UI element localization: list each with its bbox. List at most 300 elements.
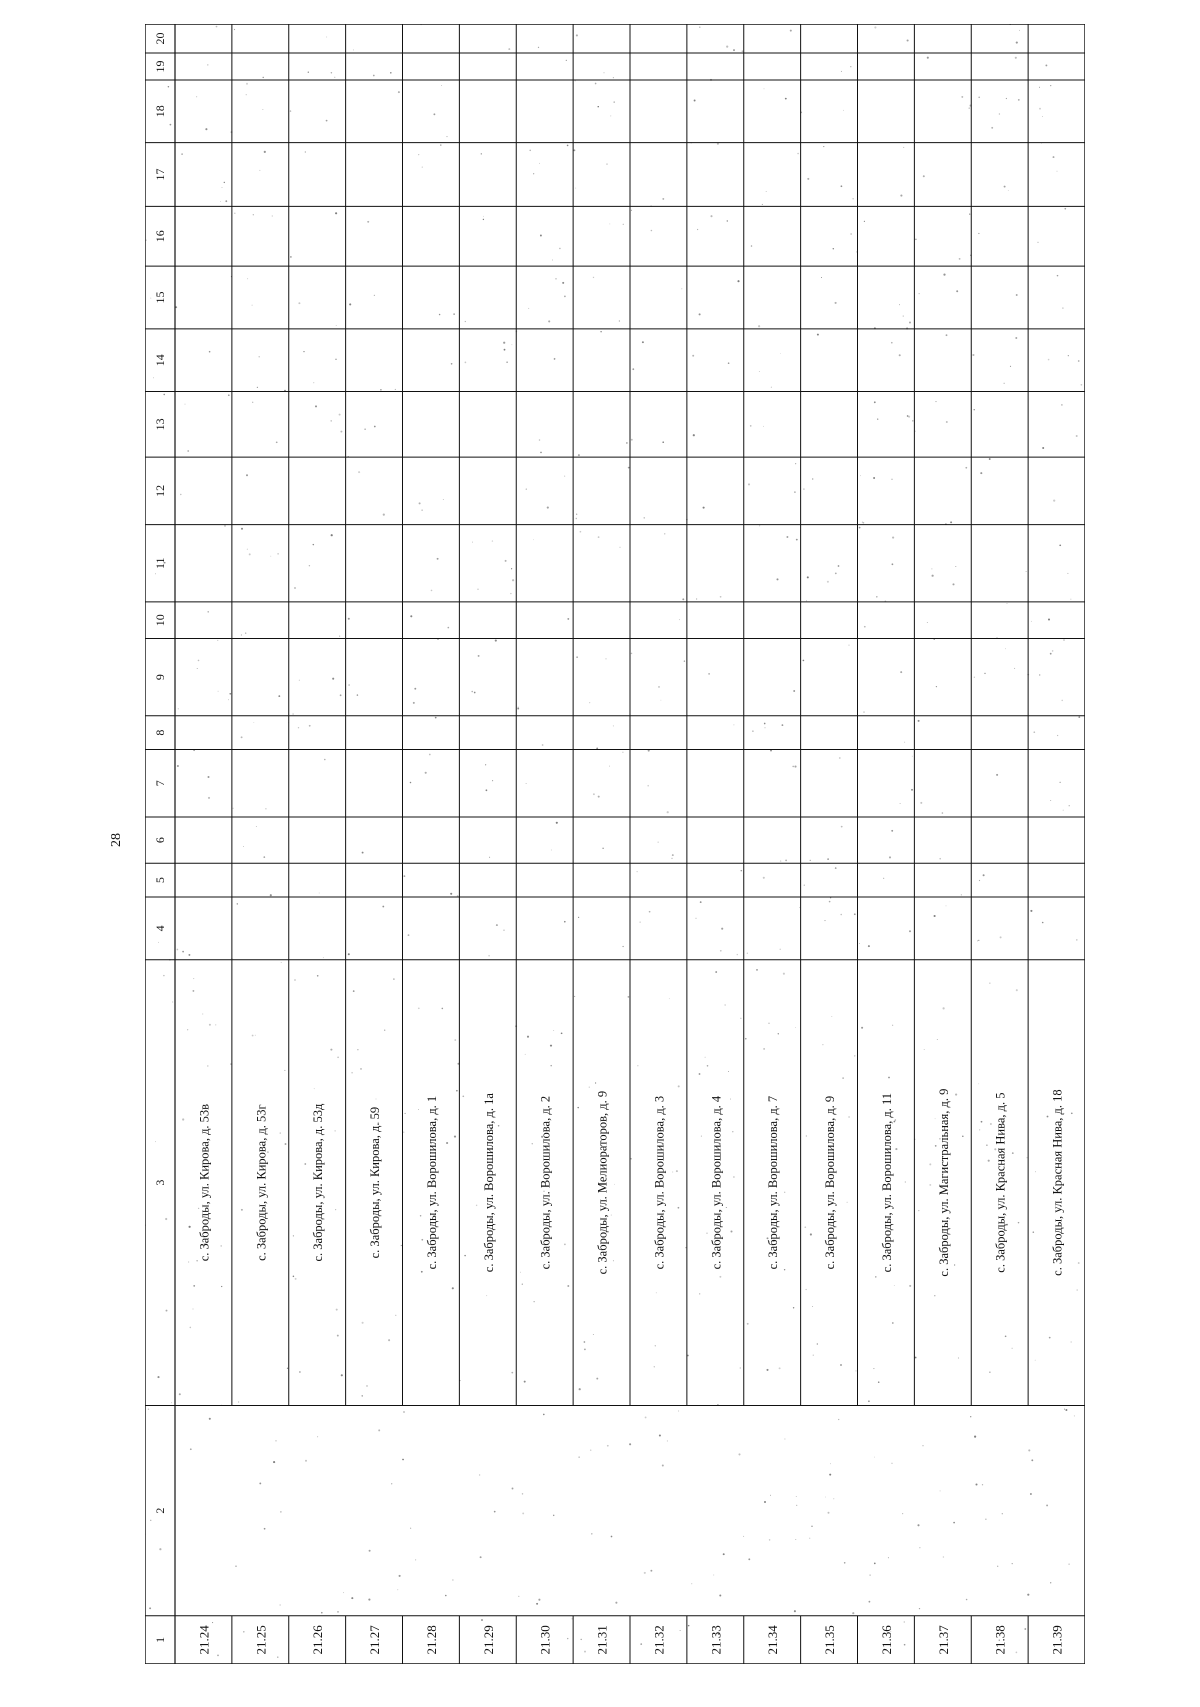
- scan-speck: [955, 1094, 957, 1096]
- scan-speck: [923, 175, 925, 177]
- scan-speck: [238, 1401, 239, 1402]
- scan-speck: [810, 1233, 812, 1235]
- scan-speck: [935, 401, 936, 402]
- scan-speck: [383, 514, 385, 516]
- scan-speck: [360, 1068, 362, 1070]
- scan-speck: [403, 1459, 404, 1460]
- scan-speck: [929, 1163, 931, 1165]
- scan-speck: [742, 50, 744, 52]
- scan-speck: [610, 115, 611, 116]
- scan-speck: [829, 901, 831, 903]
- scan-speck: [277, 1657, 278, 1658]
- scan-speck: [207, 1065, 208, 1066]
- scan-speck: [1078, 716, 1080, 718]
- scan-speck: [233, 808, 234, 809]
- scan-speck: [1060, 782, 1061, 783]
- scan-speck: [339, 414, 341, 416]
- scan-speck: [593, 277, 594, 278]
- column-number: 12: [153, 484, 167, 497]
- scan-speck: [192, 1308, 193, 1309]
- scan-speck: [180, 494, 181, 495]
- scan-speck: [912, 756, 913, 757]
- row-id: 21.35: [822, 1625, 838, 1655]
- scan-speck: [479, 1474, 480, 1475]
- scan-speck: [605, 658, 606, 659]
- scan-speck: [220, 201, 221, 202]
- scan-speck: [551, 850, 552, 851]
- scan-speck: [241, 736, 243, 738]
- scan-speck: [685, 1247, 686, 1248]
- scan-speck: [362, 1322, 364, 1324]
- scan-speck: [527, 1036, 529, 1038]
- scan-speck: [780, 353, 781, 354]
- scan-speck: [786, 536, 788, 538]
- scan-speck: [207, 64, 208, 65]
- scan-speck: [148, 1409, 149, 1410]
- scan-speck: [447, 136, 448, 137]
- scan-speck: [403, 1131, 404, 1132]
- scan-speck: [337, 1611, 339, 1613]
- scan-speck: [1042, 447, 1044, 449]
- scan-speck: [740, 1368, 741, 1369]
- scan-speck: [284, 1070, 285, 1071]
- scan-speck: [745, 1038, 747, 1040]
- scan-speck: [807, 178, 809, 180]
- scan-speck: [1068, 355, 1069, 356]
- scan-speck: [696, 918, 697, 919]
- scan-speck: [390, 72, 392, 74]
- scan-speck: [435, 717, 437, 719]
- scan-speck: [281, 962, 282, 963]
- scan-speck: [405, 1113, 406, 1114]
- scan-speck: [153, 377, 154, 378]
- scan-speck: [659, 1434, 661, 1436]
- scan-speck: [399, 1575, 401, 1577]
- scan-speck: [317, 1436, 318, 1437]
- scan-speck: [315, 405, 317, 407]
- scan-speck: [1078, 360, 1080, 362]
- scan-speck: [780, 860, 781, 861]
- scan-speck: [1047, 1116, 1049, 1118]
- scan-speck: [348, 618, 350, 620]
- scan-speck: [1033, 1231, 1035, 1233]
- scan-speck: [783, 973, 785, 975]
- scan-speck: [410, 1528, 411, 1529]
- scan-speck: [891, 830, 893, 832]
- row-address: с. Заброды, ул. Магистральная, д. 9: [936, 1088, 951, 1277]
- column-number: 14: [153, 354, 167, 367]
- scan-speck: [253, 722, 254, 723]
- scan-speck: [759, 525, 760, 526]
- scan-speck: [1016, 1652, 1018, 1654]
- scan-speck: [762, 204, 763, 205]
- scan-speck: [189, 1226, 191, 1228]
- scan-speck: [629, 1443, 631, 1445]
- scan-speck: [247, 278, 248, 279]
- scan-speck: [532, 1143, 533, 1144]
- scan-speck: [1059, 544, 1061, 546]
- scan-speck: [990, 1123, 992, 1125]
- scan-speck: [785, 860, 787, 862]
- scan-speck: [591, 1533, 592, 1534]
- scan-speck: [192, 990, 194, 992]
- scan-speck: [202, 1014, 203, 1015]
- column-number: 5: [153, 877, 167, 884]
- scan-speck: [958, 1357, 959, 1358]
- scan-speck: [184, 404, 185, 405]
- scan-speck: [193, 978, 194, 979]
- scan-speck: [285, 1143, 287, 1145]
- scan-speck: [780, 949, 781, 950]
- scan-speck: [1048, 359, 1050, 361]
- scan-speck: [366, 1385, 367, 1386]
- scan-speck: [290, 110, 291, 111]
- scan-speck: [584, 1651, 586, 1653]
- scan-speck: [293, 1276, 295, 1278]
- scan-speck: [277, 553, 278, 554]
- scan-speck: [997, 1566, 998, 1567]
- scan-speck: [710, 215, 712, 217]
- scan-speck: [252, 402, 253, 403]
- scan-speck: [979, 880, 980, 881]
- scan-speck: [1016, 989, 1018, 991]
- scan-speck: [888, 1077, 890, 1079]
- scan-speck: [425, 772, 427, 774]
- scan-speck: [678, 1207, 680, 1209]
- scan-speck: [626, 442, 627, 443]
- column-number: 11: [153, 557, 167, 570]
- scan-speck: [391, 1483, 392, 1484]
- scan-speck: [598, 536, 600, 538]
- scan-speck: [811, 1525, 813, 1527]
- scan-speck: [860, 475, 861, 476]
- scan-speck: [999, 113, 1000, 114]
- scan-speck: [492, 780, 493, 781]
- scan-speck: [929, 1184, 931, 1186]
- scan-speck: [752, 730, 754, 732]
- scan-speck: [498, 1125, 500, 1127]
- scan-speck: [584, 1341, 586, 1343]
- scan-speck: [1002, 1513, 1003, 1514]
- scan-speck: [295, 1278, 297, 1280]
- scan-speck: [305, 1460, 307, 1462]
- scan-speck: [909, 321, 911, 323]
- column-number: 3: [153, 1179, 167, 1186]
- scan-speck: [792, 766, 794, 768]
- scan-speck: [555, 278, 557, 280]
- scan-speck: [841, 185, 843, 187]
- scan-speck: [796, 1505, 797, 1506]
- scan-speck: [398, 91, 400, 93]
- scan-speck: [975, 1483, 977, 1485]
- scan-speck: [559, 248, 560, 249]
- scan-speck: [1031, 1459, 1033, 1461]
- scan-speck: [809, 1538, 810, 1539]
- scan-speck: [927, 57, 929, 59]
- scan-speck: [655, 1345, 656, 1346]
- scan-speck: [667, 1440, 668, 1441]
- scan-speck: [805, 1289, 806, 1290]
- scan-speck: [892, 1322, 894, 1324]
- scan-speck: [909, 1285, 911, 1287]
- scan-speck: [217, 1655, 219, 1657]
- row-address: с. Заброды, ул. Ворошилова, д. 1а: [481, 1093, 496, 1273]
- scan-speck: [339, 636, 340, 637]
- scan-speck: [453, 313, 454, 314]
- scan-speck: [681, 288, 682, 289]
- scan-speck: [512, 344, 513, 345]
- scan-speck: [168, 86, 169, 87]
- column-number: 20: [153, 32, 167, 45]
- scan-speck: [1004, 383, 1005, 384]
- scan-speck: [193, 1285, 195, 1287]
- scan-speck: [388, 1339, 390, 1341]
- scan-speck: [510, 593, 511, 594]
- scan-speck: [989, 983, 990, 984]
- scan-speck: [756, 969, 758, 971]
- scan-speck: [647, 785, 649, 787]
- scan-speck: [985, 1519, 986, 1520]
- scan-speck: [576, 34, 578, 36]
- scan-speck: [823, 146, 824, 147]
- row-address: с. Заброды, ул. Ворошилова, д. 3: [652, 1095, 667, 1270]
- scan-speck: [793, 1307, 794, 1308]
- scan-speck: [943, 1556, 944, 1557]
- scan-speck: [688, 1625, 690, 1627]
- column-number: 19: [153, 60, 167, 73]
- scan-speck: [907, 39, 909, 41]
- scan-speck: [595, 1082, 596, 1083]
- scan-speck: [981, 1121, 983, 1123]
- scan-speck: [623, 224, 624, 225]
- scan-speck: [662, 1465, 664, 1467]
- scan-speck: [1030, 1493, 1032, 1495]
- scan-speck: [803, 660, 805, 662]
- scan-speck: [1037, 242, 1038, 243]
- scan-speck: [1012, 1348, 1013, 1349]
- scan-speck: [613, 1260, 614, 1261]
- scan-speck: [448, 627, 450, 629]
- scan-speck: [252, 305, 253, 306]
- scan-speck: [224, 525, 226, 527]
- scan-speck: [640, 922, 641, 923]
- scan-speck: [720, 950, 722, 952]
- scan-speck: [472, 542, 473, 543]
- scan-speck: [651, 230, 653, 232]
- scan-speck: [576, 514, 577, 515]
- scan-speck: [241, 634, 242, 635]
- scan-speck: [234, 212, 236, 214]
- scan-speck: [225, 200, 227, 202]
- scan-speck: [418, 154, 419, 155]
- scan-speck: [598, 796, 600, 798]
- scan-speck: [228, 394, 230, 396]
- scan-speck: [280, 1605, 281, 1606]
- scan-speck: [1050, 800, 1051, 801]
- scan-speck: [986, 1145, 987, 1146]
- scan-speck: [249, 553, 251, 555]
- scan-speck: [830, 1463, 831, 1464]
- scan-speck: [611, 1215, 612, 1216]
- scan-speck: [779, 1367, 781, 1369]
- scan-speck: [548, 320, 550, 322]
- scan-speck: [1076, 1289, 1078, 1291]
- scan-speck: [903, 147, 904, 148]
- scan-speck: [825, 1497, 826, 1498]
- scan-speck: [934, 1295, 935, 1296]
- scan-speck: [715, 971, 717, 973]
- scan-speck: [842, 1077, 843, 1078]
- scan-speck: [835, 302, 837, 304]
- scan-speck: [190, 1327, 192, 1329]
- scan-speck: [525, 1054, 526, 1055]
- scan-speck: [978, 940, 979, 941]
- scan-speck: [759, 371, 760, 372]
- scan-speck: [567, 145, 569, 147]
- scan-speck: [1078, 1262, 1080, 1264]
- scan-speck: [737, 280, 739, 282]
- scan-speck: [902, 1513, 903, 1514]
- scan-speck: [961, 894, 962, 895]
- column-number-row: [153, 32, 167, 1642]
- scan-speck: [539, 439, 541, 441]
- scan-speck: [946, 421, 948, 423]
- scan-speck: [962, 1135, 964, 1137]
- scan-speck: [969, 108, 970, 109]
- scan-speck: [155, 1141, 156, 1142]
- scan-speck: [1071, 1342, 1072, 1343]
- scan-speck: [309, 725, 311, 727]
- column-number: 10: [153, 614, 167, 627]
- scan-speck: [517, 708, 519, 710]
- scan-speck: [935, 1118, 936, 1119]
- scan-speck: [645, 1416, 647, 1418]
- scan-speck: [401, 1245, 402, 1246]
- scan-speck: [613, 725, 614, 726]
- scan-speck: [662, 441, 664, 443]
- scan-speck: [868, 1400, 870, 1402]
- scan-speck: [794, 1610, 796, 1612]
- scan-speck: [671, 858, 672, 859]
- scan-speck: [918, 1210, 919, 1211]
- scan-speck: [613, 101, 614, 102]
- scan-speck: [1010, 366, 1011, 367]
- scan-speck: [1050, 85, 1051, 86]
- scan-speck: [294, 979, 296, 981]
- scan-speck: [299, 1371, 301, 1373]
- scan-speck: [889, 856, 891, 858]
- scan-speck: [326, 120, 328, 122]
- scan-speck: [209, 1024, 211, 1026]
- scan-speck: [367, 221, 369, 223]
- scan-speck: [983, 874, 985, 876]
- scan-speck: [822, 1044, 823, 1045]
- scan-speck: [972, 354, 974, 356]
- scan-speck: [696, 598, 697, 599]
- scan-speck: [863, 522, 865, 524]
- scan-speck: [658, 842, 659, 843]
- scan-speck: [278, 695, 280, 697]
- scan-speck: [970, 1416, 971, 1417]
- scan-speck: [188, 954, 190, 956]
- scan-speck: [838, 565, 840, 567]
- scan-speck: [1076, 939, 1078, 941]
- scan-speck: [564, 476, 565, 477]
- scan-speck: [991, 127, 993, 129]
- scan-speck: [1053, 500, 1055, 502]
- column-number: 7: [153, 780, 167, 787]
- scan-speck: [165, 1218, 167, 1220]
- scan-speck: [793, 690, 795, 692]
- scan-speck: [797, 153, 799, 155]
- scan-speck: [534, 1301, 535, 1302]
- scan-speck: [1057, 275, 1059, 277]
- scan-speck: [784, 1438, 785, 1439]
- row-id: 21.29: [480, 1625, 496, 1655]
- scan-speck: [682, 598, 684, 600]
- scan-speck: [462, 1095, 464, 1097]
- scan-speck: [336, 325, 337, 326]
- scan-speck: [859, 527, 861, 529]
- scan-speck: [950, 521, 952, 523]
- scan-speck: [452, 1287, 454, 1289]
- scan-speck: [335, 359, 336, 360]
- scan-speck: [678, 1410, 679, 1411]
- scan-speck: [341, 1374, 343, 1376]
- scan-speck: [693, 434, 695, 436]
- scan-speck: [471, 691, 473, 693]
- scan-speck: [1018, 99, 1020, 101]
- scan-speck: [275, 1440, 276, 1441]
- scan-speck: [919, 1547, 920, 1548]
- scan-speck: [273, 1461, 275, 1463]
- scan-speck: [660, 700, 661, 701]
- scan-speck: [1019, 30, 1020, 31]
- page-number: 28: [109, 833, 124, 847]
- scan-speck: [764, 1501, 766, 1503]
- scan-speck: [504, 349, 506, 351]
- scan-speck: [207, 611, 208, 612]
- scan-speck: [1039, 87, 1040, 88]
- scan-speck: [480, 1556, 482, 1558]
- scan-speck: [794, 766, 796, 768]
- scan-speck: [644, 1572, 646, 1574]
- scan-speck: [790, 30, 792, 32]
- scan-speck: [904, 1644, 906, 1646]
- scan-speck: [900, 195, 902, 197]
- scan-speck: [221, 1286, 222, 1287]
- scan-speck: [323, 957, 324, 958]
- scan-speck: [804, 885, 805, 886]
- scan-speck: [1050, 1582, 1051, 1583]
- scan-speck: [699, 313, 701, 315]
- scan-speck: [464, 1255, 465, 1256]
- scan-speck: [567, 1638, 568, 1639]
- scan-speck: [959, 258, 961, 260]
- scan-speck: [644, 517, 645, 518]
- scan-speck: [492, 540, 493, 541]
- scan-speck: [1016, 42, 1018, 44]
- scan-speck: [353, 49, 354, 50]
- scan-speck: [576, 656, 578, 658]
- column-number: 4: [153, 925, 167, 932]
- scan-speck: [529, 150, 530, 151]
- scan-speck: [733, 724, 734, 725]
- scan-speck: [593, 1334, 594, 1335]
- scan-speck: [314, 1088, 315, 1089]
- scan-speck: [936, 686, 937, 687]
- scan-speck: [182, 951, 184, 953]
